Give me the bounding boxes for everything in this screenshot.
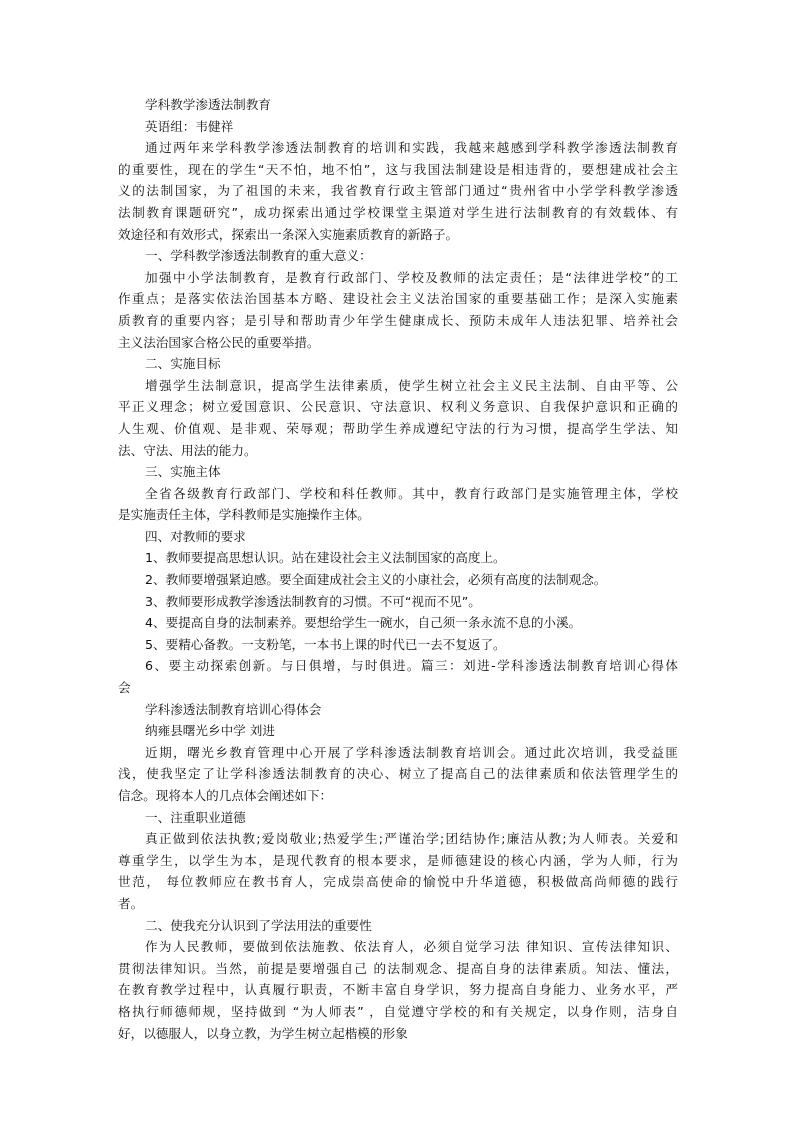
text-line: 3、教师要形成教学渗透法制教育的习惯。不可“视而不见”。	[145, 593, 481, 609]
text-line: 增强学生法制意识，提高学生法律素质，使学生树立社会主义民主法制、自由平等、公	[145, 377, 678, 393]
text-line: 义的法制国家，为了祖国的未来，我省教育行政主管部门通过“贵州省中小学学科教学渗透	[118, 183, 678, 199]
text-line: 作重点；是落实依法治国基本方略、建设社会主义法治国家的重要基础工作；是深入实施素	[118, 291, 678, 307]
text-line: 全省各级教育行政部门、学校和科任教师。其中，教育行政部门是实施管理主体，学校	[145, 485, 678, 501]
text-line: 一、注重职业道德	[145, 809, 246, 825]
text-line: 一、学科教学渗透法制教育的重大意义：	[145, 248, 372, 264]
text-line: 5、要精心备教。一支粉笔，一本书上课的时代已一去不复返了。	[145, 636, 506, 652]
text-line: 4、要提高自身的法制素养。要想给学生一碗水，自己须一条永流不息的小溪。	[145, 615, 582, 631]
text-line: 贯彻法律知识。当然，前提是要增强自己 的法制观念、提高自身的法律素质。知法、懂法，	[118, 960, 678, 976]
text-line: 三、实施主体	[145, 464, 221, 480]
text-line: 格执行师德师规，坚持做到 “为人师表” ，自觉遵守学校的和有关规定，以身作则，洁身自	[118, 1003, 678, 1019]
text-line: 2、教师要增强紧迫感。要全面建成社会主义的小康社会，必须有高度的法制观念。	[145, 572, 607, 588]
text-line: 6、要主动探索创新。与日俱增，与时俱进。篇三：刘进-学科渗透法制教育培训心得体	[145, 658, 678, 674]
text-line: 世范， 每位教师应在教书育人，完成崇高使命的愉悦中升华道德，积极做高尚师德的践行	[118, 874, 678, 890]
text-line: 主义法治国家合格公民的重要举措。	[118, 334, 320, 350]
text-line: 法、守法、用法的能力。	[118, 442, 257, 458]
text-line: 是实施责任主体，学科教师是实施操作主体。	[118, 507, 370, 523]
text-line: 好，以德服人，以身立教，为学生树立起楷模的形象	[118, 1025, 408, 1041]
text-line: 二、实施目标	[145, 356, 221, 372]
text-line: 学科教学渗透法制教育	[145, 97, 271, 112]
text-line: 人生观、价值观、是非观、荣辱观；帮助学生养成遵纪守法的行为习惯，提高学生学法、知	[118, 420, 678, 436]
text-line: 英语组：韦健祥	[145, 118, 234, 134]
text-line: 浅，使我坚定了让学科渗透法制教育的决心、树立了提高自己的法律素质和依法管理学生的	[118, 766, 678, 782]
text-line: 信念。现将本人的几点体会阐述如下：	[118, 788, 333, 803]
text-line: 效途径和有效形式，探索出一条深入实施素质教育的新路子。	[118, 226, 459, 242]
text-line: 作为人民教师，要做到依法施教、依法育人，必须自觉学习法 律知识、宣传法律知识、	[145, 939, 678, 955]
text-line: 在教育教学过程中，认真履行职责，不断丰富自身学识，努力提高自身能力、业务水平，严	[118, 982, 678, 998]
text-line: 通过两年来学科教学渗透法制教育的培训和实践，我越来越感到学科教学渗透法制教育	[145, 140, 678, 156]
text-line: 加强中小学法制教育，是教育行政部门、学校及教师的法定责任；是“法律进学校”的工	[145, 269, 678, 285]
document-page	[118, 94, 678, 1044]
text-line: 的重要性，现在的学生“天不怕，地不怕”，这与我国法制建设是相违背的，要想建成社会主	[118, 161, 678, 177]
text-line: 会	[118, 680, 131, 696]
text-line: 尊重学生，以学生为本，是现代教育的根本要求，是师德建设的核心内涵，学为人师，行为	[118, 852, 678, 868]
text-line: 学科渗透法制教育培训心得体会	[145, 701, 322, 717]
text-line: 平正义理念；树立爱国意识、公民意识、守法意识、权利义务意识、自我保护意识和正确的	[118, 399, 678, 415]
text-line: 二、使我充分认识到了学法用法的重要性	[145, 917, 372, 933]
text-line: 四、对教师的要求	[145, 528, 246, 544]
text-line: 1、教师要提高思想认识。站在建设社会主义法制国家的高度上。	[145, 550, 506, 566]
text-line: 近期，曙光乡教育管理中心开展了学科渗透法制教育培训会。通过此次培训，我受益匪	[145, 744, 678, 760]
text-line: 真正做到依法执教;爱岗敬业;热爱学生;严谨治学;团结协作;廉洁从教;为人师表。关爱和	[145, 831, 678, 847]
text-line: 者。	[118, 895, 144, 911]
text-line: 纳雍县曙光乡中学 刘进	[145, 723, 275, 739]
text-line: 质教育的重要内容；是引导和帮助青少年学生健康成长、预防未成年人违法犯罪、培养社会	[118, 312, 678, 328]
text-line: 法制教育课题研究”，成功探索出通过学校课堂主渠道对学生进行法制教育的有效载体、有	[118, 204, 678, 220]
